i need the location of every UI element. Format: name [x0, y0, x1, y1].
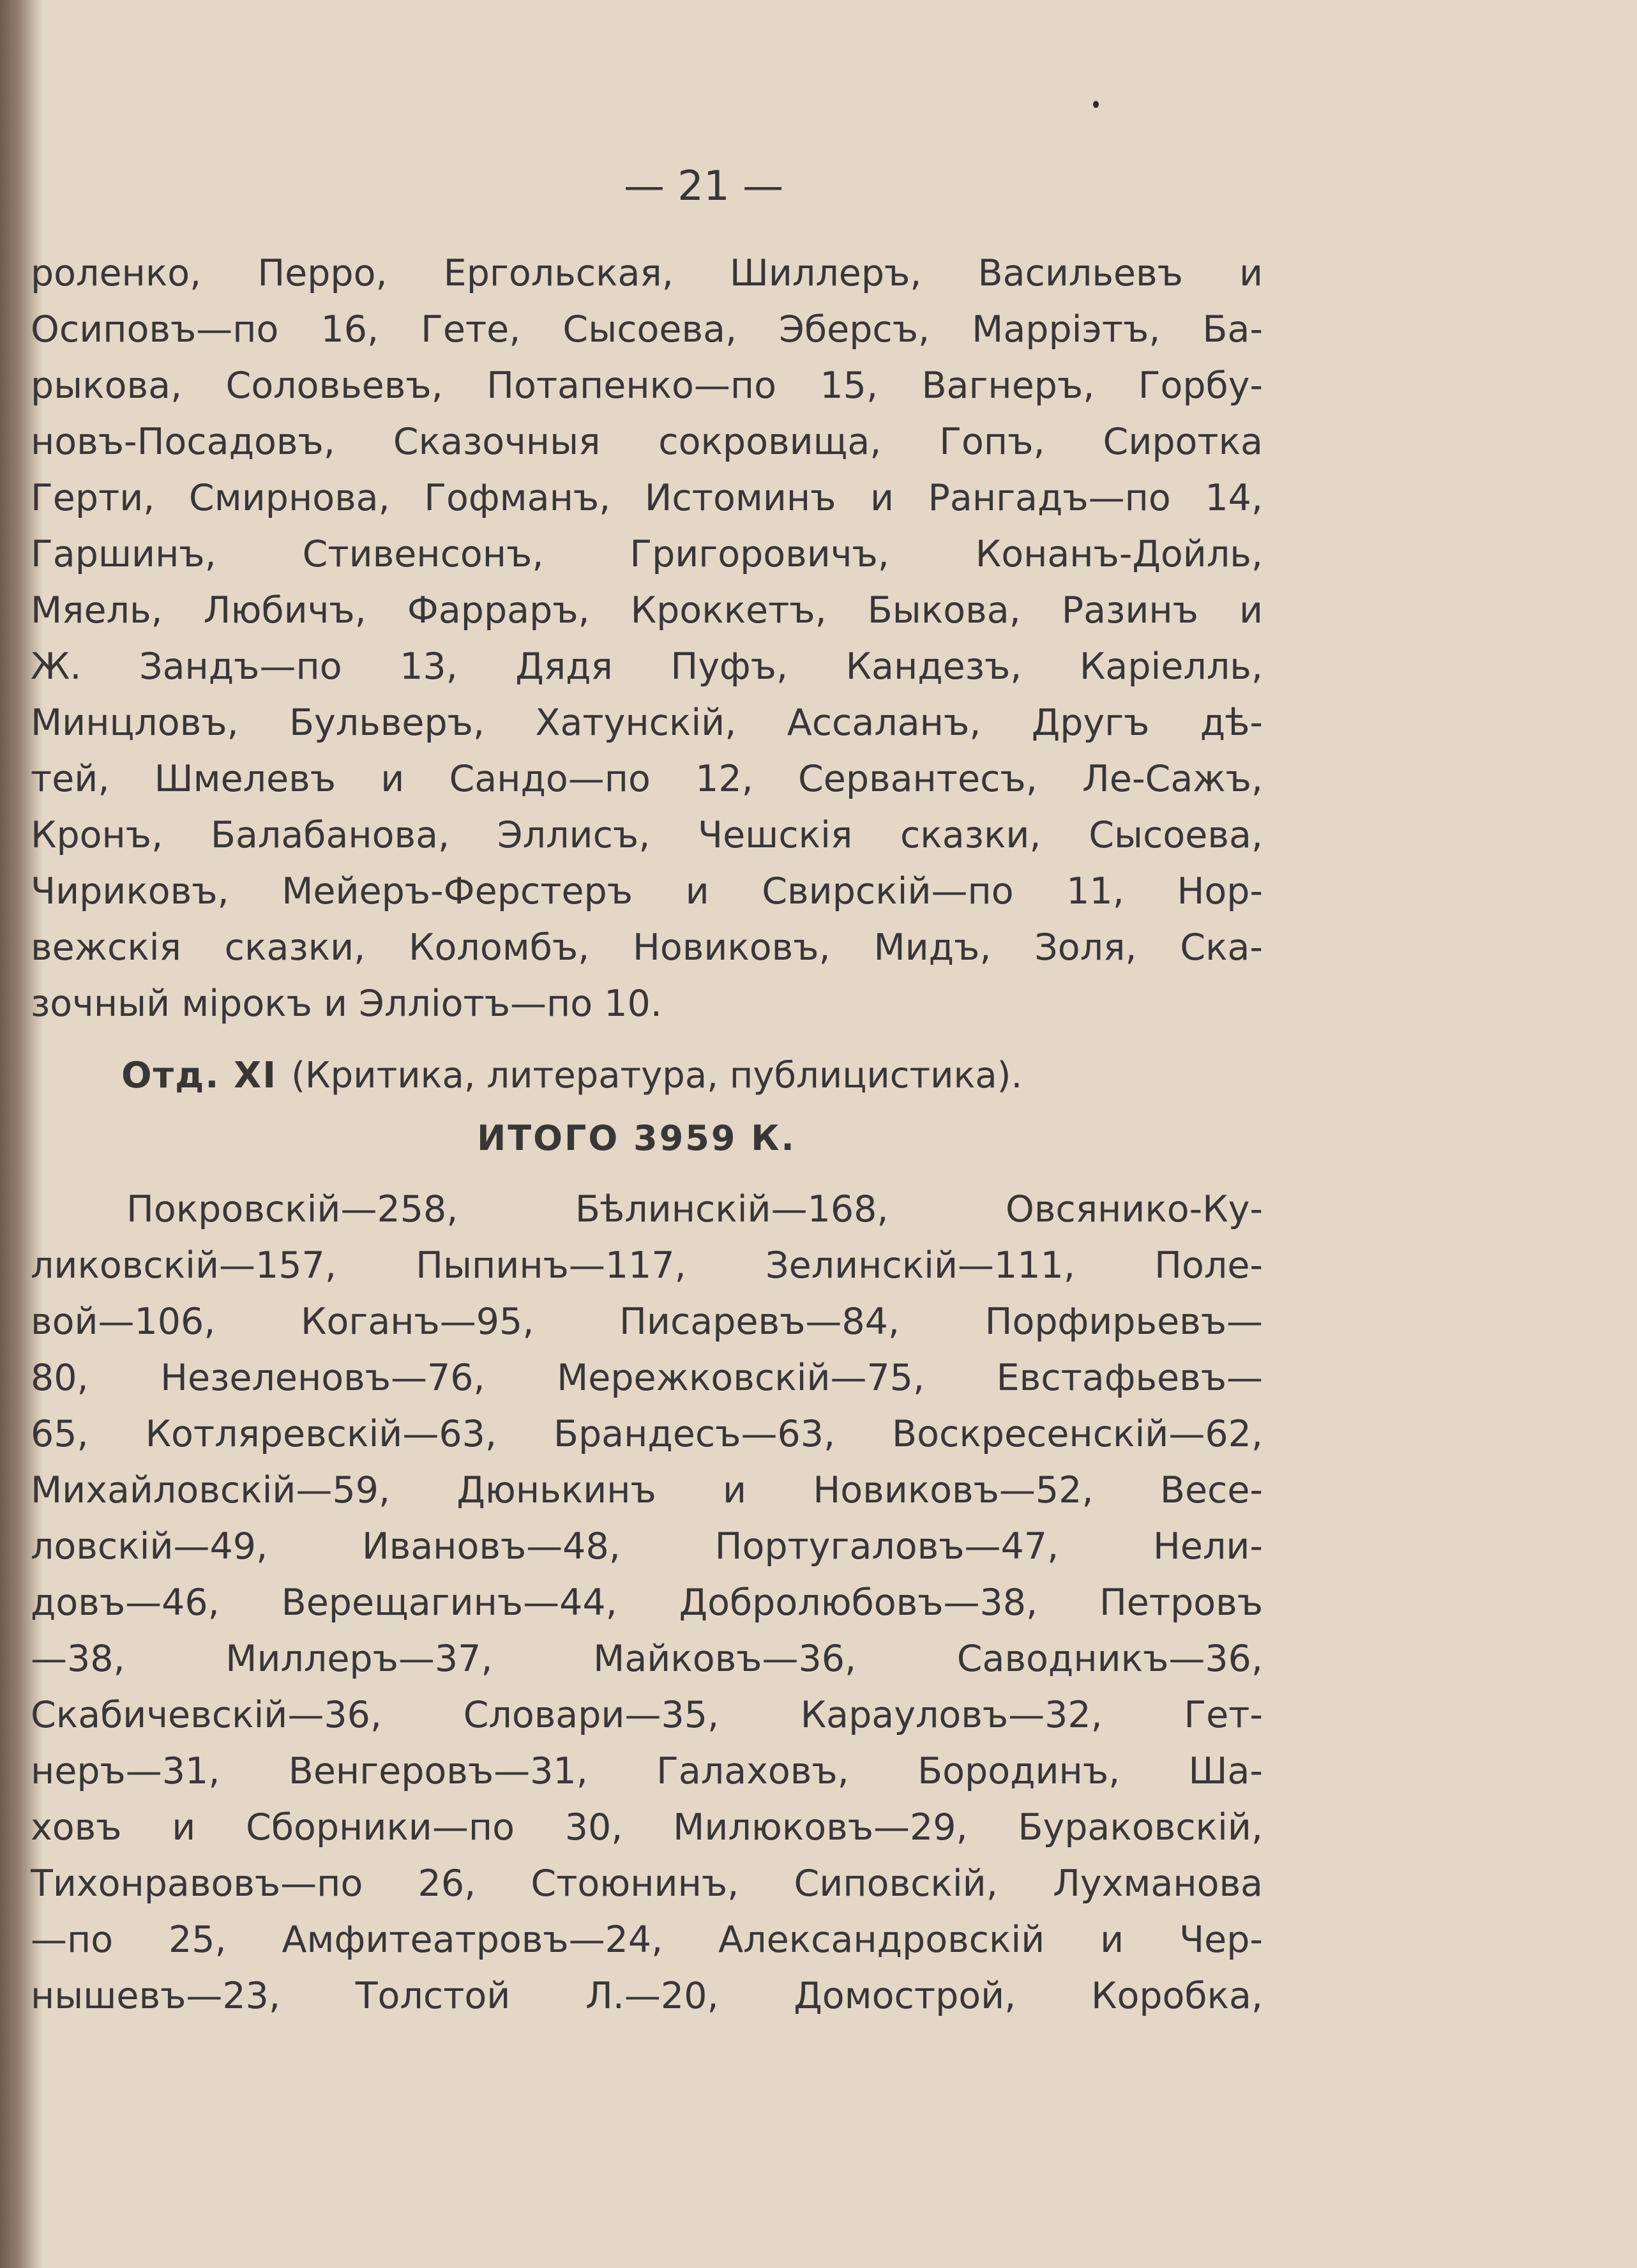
text-line: Осиповъ—по 16, Гете, Сысоева, Эберсъ, Марріэтъ, Ба-	[31, 308, 1263, 351]
text-line: Ж. Зандъ—по 13, Дядя Пуфъ, Кандезъ, Каріелль,	[31, 646, 1263, 688]
section-subtitle: (Критика, литература, публицистика).	[291, 1055, 1023, 1096]
text-line: Мяель, Любичъ, Фарраръ, Кроккетъ, Быкова, Разинъ и	[31, 589, 1263, 631]
text-line: Покровскій—258, Бѣлинскій—168, Овсянико-Ку-	[126, 1188, 1263, 1230]
text-line: Михайловскій—59, Дюнькинъ и Новиковъ—52, Весе-	[31, 1469, 1263, 1511]
text-line: Чириковъ, Мейеръ-Ферстеръ и Свирскій—по 11, Нор-	[31, 870, 1263, 912]
page-number	[0, 161, 1637, 212]
text-line: Минцловъ, Бульверъ, Хатунскій, Ассаланъ, Другъ дѣ-	[31, 702, 1263, 744]
text-line: Тихонравовъ—по 26, Стоюнинъ, Сиповскій, Лухманова	[31, 1863, 1263, 1905]
text-line: неръ—31, Венгеровъ—31, Галаховъ, Бородинъ, Ша-	[31, 1750, 1263, 1792]
text-line: Скабичевскій—36, Словари—35, Карауловъ—32, Гет-	[31, 1694, 1263, 1736]
text-line: зочный мірокъ и Эллiотъ—по 10.	[31, 983, 662, 1025]
text-line: вежскія сказки, Коломбъ, Новиковъ, Мидъ, Золя, Ска-	[31, 926, 1263, 969]
text-line: 65, Котляревскій—63, Брандесъ—63, Воскресенскій—62,	[31, 1413, 1263, 1455]
text-line: Герти, Смирнова, Гофманъ, Истоминъ и Рангадъ—по 14,	[31, 477, 1263, 519]
text-line: роленко, Перро, Ергольская, Шиллеръ, Васильевъ и	[31, 252, 1263, 294]
text-line: новъ-Посадовъ, Сказочныя сокровища, Гопъ, Сиротка	[31, 421, 1263, 463]
section-label: Отд. XI	[121, 1055, 278, 1096]
page-number-text: — 21 —	[623, 163, 784, 210]
text-line: рыкова, Соловьевъ, Потапенко—по 15, Вагнеръ, Горбу-	[31, 365, 1263, 407]
text-line: Кронъ, Балабанова, Эллисъ, Чешскія сказки, Сысоева,	[31, 814, 1263, 856]
paragraph-2	[31, 1181, 1263, 2024]
section-total-text: ИТОГО 3959 К.	[477, 1118, 796, 1158]
section-heading	[121, 1047, 1168, 1105]
text-line: нышевъ—23, Толстой Л.—20, Домострой, Коробка,	[31, 1975, 1263, 2017]
section-total	[0, 1110, 1637, 1167]
text-line: 80, Незеленовъ—76, Мережковскій—75, Евстафьевъ—	[31, 1357, 1263, 1399]
ink-speck	[1093, 101, 1099, 108]
text-line: довъ—46, Верещагинъ—44, Добролюбовъ—38, Петровъ	[31, 1582, 1263, 1624]
text-line: тей, Шмелевъ и Сандо—по 12, Сервантесъ, Ле-Сажъ,	[31, 758, 1263, 800]
text-line: ликовскій—157, Пыпинъ—117, Зелинскій—111, Поле-	[31, 1244, 1263, 1287]
paragraph-1	[31, 245, 1263, 1032]
text-line: —по 25, Амфитеатровъ—24, Александровскій и Чер-	[31, 1919, 1263, 1961]
text-line: —38, Миллеръ—37, Майковъ—36, Саводникъ—36,	[31, 1638, 1263, 1680]
text-line: вой—106, Коганъ—95, Писаревъ—84, Порфирьевъ—	[31, 1301, 1263, 1343]
text-line: Гаршинъ, Стивенсонъ, Григоровичъ, Конанъ-Дойль,	[31, 533, 1263, 575]
text-line: ховъ и Сборники—по 30, Милюковъ—29, Бураковскій,	[31, 1806, 1263, 1848]
text-line: ловскій—49, Ивановъ—48, Португаловъ—47, Нели-	[31, 1525, 1263, 1568]
